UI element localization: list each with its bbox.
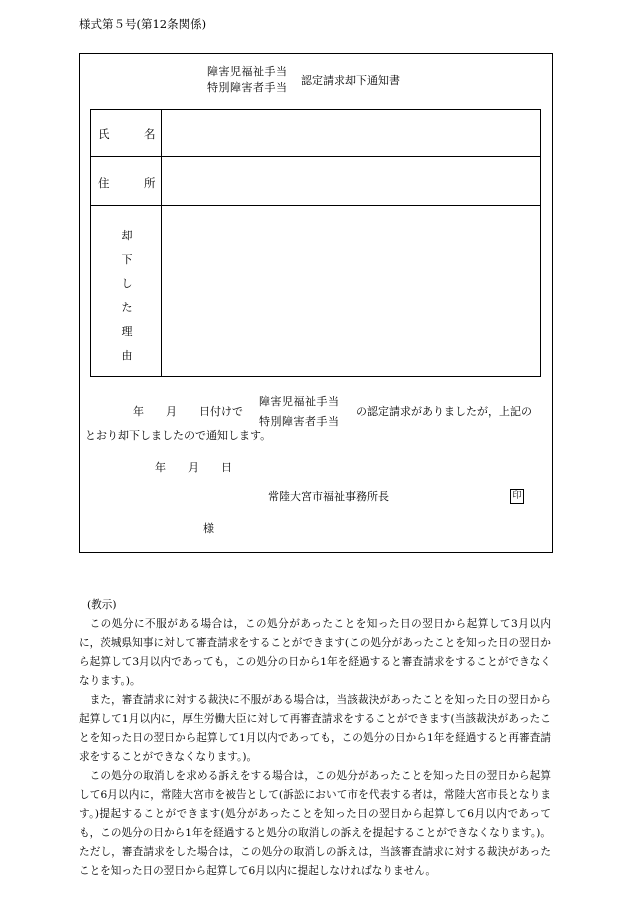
- rejection-notice-line: とおり却下しましたので通知します。: [85, 429, 272, 442]
- instructions-paragraph-2: また，審査請求に対する裁決に不服がある場合は，当該裁決があったことを知った日の翌日から起算して1月以内に，厚生労働大臣に対して再審査請求をすることができます(当該裁決があったことを知った日の翌日から起算して1月以内であっても，この処分の日から1年を経過すると再審査請求をすることができなくなります。)。: [79, 694, 551, 763]
- name-label: 氏 名: [98, 127, 156, 141]
- rejection-reason-label: [121, 228, 133, 372]
- issuer-name: 常陸大宮市福祉事務所長: [268, 490, 389, 503]
- reason-char: 理: [121, 325, 133, 338]
- notice-date: 年 月 日: [155, 461, 232, 474]
- applicant-table: [90, 109, 541, 377]
- row-divider-1: [91, 156, 540, 157]
- addressee-honorific: 様: [203, 522, 214, 535]
- address-label: 住 所: [98, 176, 156, 190]
- reason-char: 却: [121, 229, 133, 242]
- reason-char: 下: [121, 253, 133, 266]
- title-allowance-1: 障害児福祉手当: [207, 65, 288, 78]
- instructions-paragraph-3: この処分の取消しを求める訴えをする場合は，この処分があったことを知った日の翌日から起算して6月以内に，常陸大宮市を被告として(訴訟において市を代表する者は，常陸大宮市長となります。)提起することができます(処分があったことを知った日の翌日から起算して6月以内であっても，この処分の日から1年を経過すると処分の取消しの訴えを提起することができなくなります。)。ただし，審査請求をした場合は，この処分の取消しの訴えは，当該審査請求に対する裁決があったことを知った日の翌日から起算して6月以内に提起しなければなりません。: [79, 770, 551, 877]
- row-divider-2: [91, 205, 540, 206]
- appeal-instructions: [79, 596, 551, 881]
- reason-char: 由: [121, 349, 133, 362]
- reason-char: た: [121, 301, 133, 314]
- document-title: 認定請求却下通知書: [301, 74, 400, 87]
- instructions-heading: (教示): [87, 599, 117, 611]
- seal-mark: 印: [510, 489, 524, 504]
- form-reference: 様式第５号(第12条関係): [79, 17, 207, 31]
- title-allowance-2: 特別障害者手当: [207, 81, 288, 94]
- allowance-name-1: 障害児福祉手当: [259, 395, 340, 408]
- allowance-name-2: 特別障害者手当: [259, 415, 340, 428]
- reason-char: し: [121, 277, 133, 290]
- column-divider: [161, 110, 162, 376]
- instructions-paragraph-1: この処分に不服がある場合は，この処分があったことを知った日の翌日から起算して3月以内に，茨城県知事に対して審査請求をすることができます(この処分があったことを知った日の翌日から起算して3月以内であっても，この処分の日から1年を経過すると審査請求をすることができなくなります。)。: [79, 618, 551, 687]
- request-date-text: 年 月 日付けで: [133, 405, 243, 418]
- request-sentence-tail: の認定請求がありましたが，上記の: [356, 405, 532, 418]
